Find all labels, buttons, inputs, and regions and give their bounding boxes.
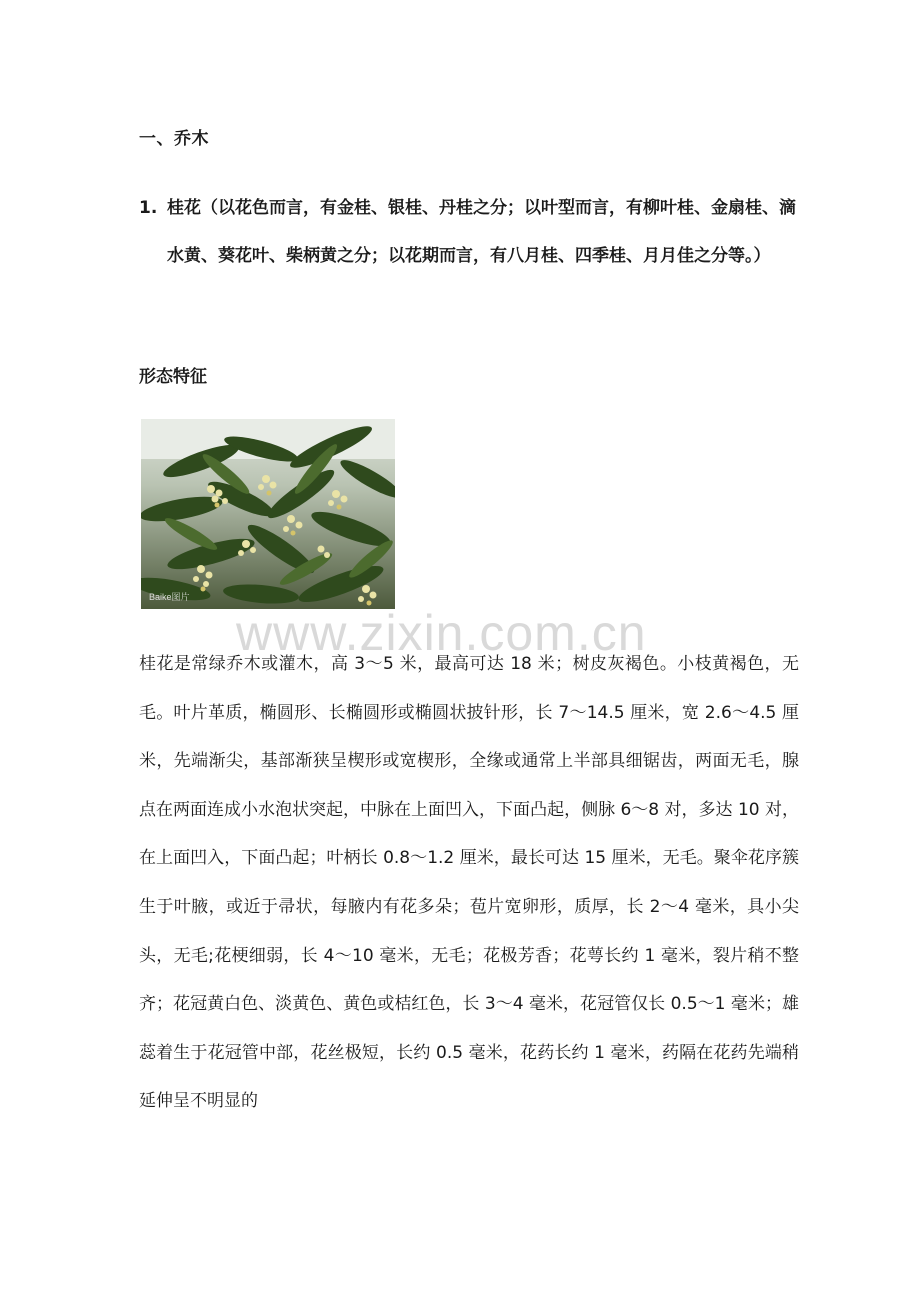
- list-item-number: 1.: [139, 198, 158, 218]
- list-item: [139, 190, 799, 280]
- list-item-title: 桂花: [167, 198, 201, 218]
- subsection-title: 形态特征: [139, 367, 207, 387]
- section-heading: 一、乔木: [139, 129, 209, 149]
- osmanthus-photo-image: [141, 419, 395, 609]
- photo-logo: Baike图片: [149, 592, 190, 602]
- list-item-note: （以花色而言，有金桂、银桂、丹桂之分；以叶型而言，有柳叶桂、金扇桂、滴水黄、葵花叶、柴柄黄之分；以花期而言，有八月桂、四季桂、月月佳之分等。）: [167, 198, 796, 266]
- osmanthus-photo: [141, 419, 395, 609]
- site-watermark: www.zixin.com.cn: [236, 605, 647, 661]
- description-paragraph: 桂花是常绿乔木或灌木，高 3～5 米，最高可达 18 米；树皮灰褐色。小枝黄褐色，无毛。叶片革质，椭圆形、长椭圆形或椭圆状披针形，长 7～14.5 厘米，宽 2.6～4.5 厘米，先端渐尖，基部渐狭呈楔形或宽楔形，全缘或通常上半部具细锯齿，两面无毛，腺点在两面连成小水泡状突起，中脉在上面凹入，下面凸起，侧脉 6～8 对，多达 10 对，在上面凹入，下面凸起；叶柄长 0.8～1.2 厘米，最长可达 15 厘米，无毛。聚伞花序簇生于叶腋，或近于帚状，每腋内有花多朵；苞片宽卵形，质厚，长 2～4 毫米，具小尖头，无毛;花梗细弱，长 4～10 毫米，无毛；花极芳香；花萼长约 1 毫米，裂片稍不整齐；花冠黄白色、淡黄色、黄色或桔红色，长 3～4 毫米，花冠管仅长 0.5～1 毫米；雄蕊着生于花冠管中部，花丝极短，长约 0.5 毫米，花药长约 1 毫米，药隔在花药先端稍延伸呈不明显的: [139, 654, 799, 1112]
- list-item-text: [167, 184, 799, 280]
